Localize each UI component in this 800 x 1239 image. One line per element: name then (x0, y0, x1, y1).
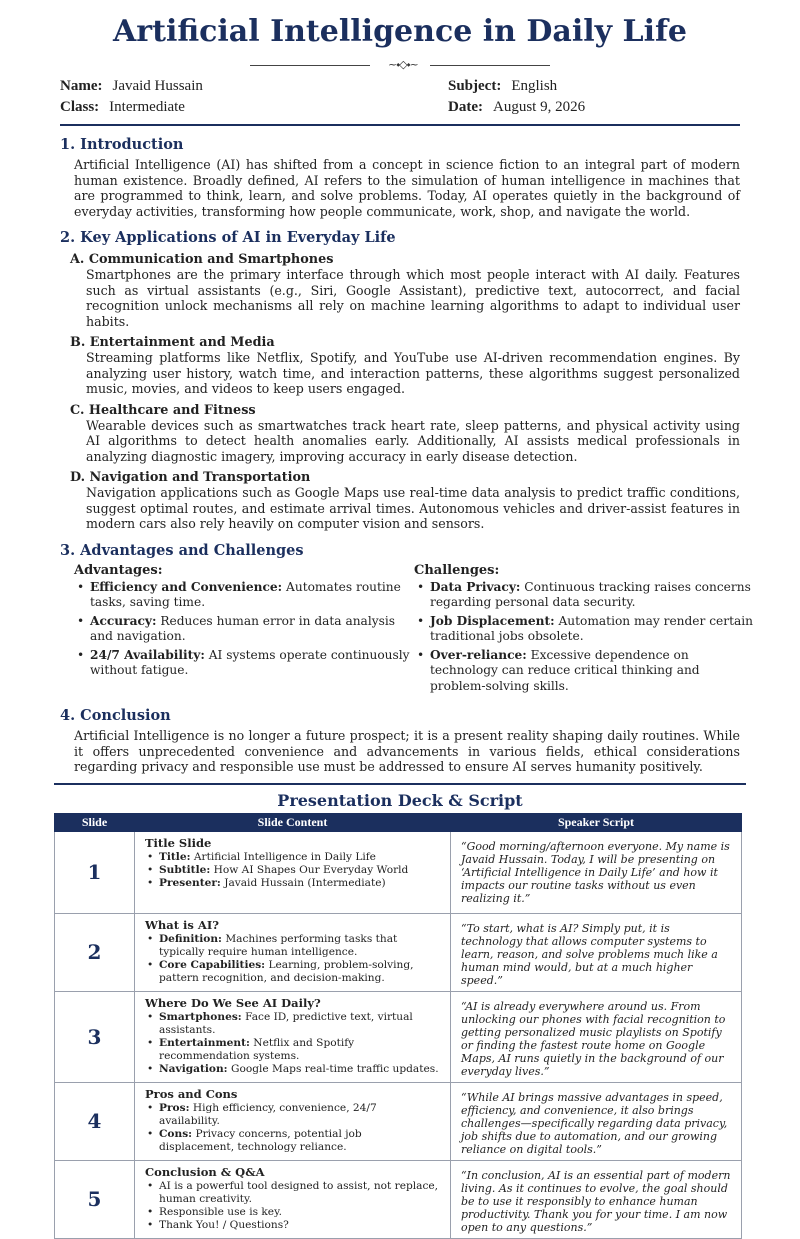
slide-bullet: • Cons: Privacy concerns, potential job displacement, technology reliance. (145, 1128, 440, 1154)
subsection (70, 403, 740, 465)
meta-info (60, 78, 740, 116)
advantages-column (74, 563, 414, 698)
section-heading-advantages: 3. Advantages and Challenges (60, 541, 304, 559)
subsection (70, 335, 740, 397)
column-header-slide: Slide (55, 813, 135, 831)
speaker-script: “While AI brings massive advantages in speed, efficiency, and convenience, it also brings challenges—specifically regarding data privacy, job shifts due to automation, and our growing reliance on digital tools.” (451, 1082, 742, 1160)
table-row (55, 1082, 742, 1160)
subsection (70, 470, 740, 532)
slide-bullet: • Navigation: Google Maps real-time traffic updates. (145, 1063, 440, 1076)
slide-bullet: • Definition: Machines performing tasks that typically require human intelligence. (145, 933, 440, 959)
document-title: Artificial Intelligence in Daily Life (113, 14, 687, 49)
date-label: Date: (448, 99, 483, 115)
slide-title: Pros and Cons (145, 1086, 238, 1101)
table-row (55, 831, 742, 913)
subsection-text: Smartphones are the primary interface through which most people interact with AI daily. Features such as virtual assistants (e.g., Siri, Google Assistant), predictive text, autocorrect, and facial recognition unlock mechanisms all rely on machine learning algorithms to adapt to individual user habits. (86, 267, 740, 329)
advantages-label: Advantages: (74, 562, 163, 578)
deck-divider (54, 783, 746, 785)
subsection-heading: D. Navigation and Transportation (70, 470, 311, 485)
class-label: Class: (60, 99, 100, 115)
name-value: Javaid Hussain (112, 78, 203, 94)
slide-number: 1 (55, 831, 135, 913)
table-row (55, 913, 742, 991)
subsection-text: Wearable devices such as smartwatches track heart rate, sleep patterns, and physical activity using AI algorithms to detect health anomalies early. Additionally, AI assists medical professionals in analyzing diagnostic imagery, improving accuracy in early disease detection. (86, 417, 740, 464)
title-ornament (250, 56, 550, 76)
slide-number: 2 (55, 913, 135, 991)
presentation-table (54, 813, 742, 1239)
table-row (55, 991, 742, 1082)
slide-content (135, 1160, 451, 1238)
slide-title: Title Slide (145, 835, 212, 850)
slide-number: 4 (55, 1082, 135, 1160)
subject-value: English (511, 78, 558, 94)
slide-bullet: • Subtitle: How AI Shapes Our Everyday World (145, 864, 440, 877)
table-row (55, 1160, 742, 1238)
subsection-text: Streaming platforms like Netflix, Spotify, and YouTube use AI-driven recommendation engines. By analyzing user history, watch time, and interaction patterns, these algorithms suggest personalized music, movies, and videos to keep users engaged. (86, 350, 740, 396)
slide-bullet: • Presenter: Javaid Hussain (Intermediate) (145, 877, 440, 890)
list-item: • Efficiency and Convenience: Automates routine tasks, saving time. (74, 580, 414, 611)
slide-content (135, 991, 451, 1082)
slide-content (135, 831, 451, 913)
list-item: • Accuracy: Reduces human error in data analysis and navigation. (74, 614, 414, 645)
column-header-content: Slide Content (135, 813, 451, 831)
speaker-script: “AI is already everywhere around us. From unlocking our phones with facial recognition to getting personalized music playlists on Spotify or finding the fastest route home on Google Maps, AI runs quietly in the background of our everyday lives.” (451, 991, 742, 1082)
name-label: Name: (60, 78, 103, 94)
slide-bullet: • Entertainment: Netflix and Spotify recommendation systems. (145, 1037, 440, 1063)
slide-bullet: • Core Capabilities: Learning, problem-solving, pattern recognition, and decision-making. (145, 959, 440, 985)
slide-bullet: • Thank You! / Questions? (145, 1219, 440, 1232)
slide-bullet: • AI is a powerful tool designed to assist, not replace, human creativity. (145, 1180, 440, 1206)
introduction-text: Artificial Intelligence (AI) has shifted from a concept in science fiction to an integral part of modern human existence. Broadly defined, AI refers to the simulation of human intelligence in machines that are programmed to think, learn, and solve problems. Today, AI operates quietly in the background of everyday activities, transforming how people communicate, work, shop, and navigate the world. (74, 157, 740, 219)
slide-bullet: • Smartphones: Face ID, predictive text, virtual assistants. (145, 1011, 440, 1037)
slide-title: Where Do We See AI Daily? (145, 995, 321, 1010)
list-item: • Over-reliance: Excessive dependence on technology can reduce critical thinking and problem-solving skills. (414, 648, 754, 695)
advantages-challenges (74, 562, 753, 698)
speaker-script: “To start, what is AI? Simply put, it is technology that allows computer systems to learn, reason, and solve problems much like a human mind would, but at a much higher speed.” (451, 913, 742, 991)
section-heading-introduction: 1. Introduction (60, 136, 184, 153)
subsection-heading: A. Communication and Smartphones (70, 252, 334, 267)
conclusion-text: Artificial Intelligence is no longer a future prospect; it is a present reality shaping daily routines. While it offers unprecedented convenience and advancements in various fields, ethical considerations regarding privacy and responsible use must be addressed to ensure AI serves humanity positively. (74, 728, 740, 774)
slide-content (135, 913, 451, 991)
header-divider (60, 124, 740, 126)
subsection (70, 252, 740, 329)
deck-title: Presentation Deck & Script (277, 790, 523, 810)
slide-bullet: • Pros: High efficiency, convenience, 24/7 availability. (145, 1102, 440, 1128)
slide-bullet: • Title: Artificial Intelligence in Daily Life (145, 851, 440, 864)
slide-title: What is AI? (145, 917, 219, 932)
section-heading-applications: 2. Key Applications of AI in Everyday Life (60, 229, 396, 246)
section-heading-conclusion: 4. Conclusion (60, 707, 171, 724)
slide-title: Conclusion & Q&A (145, 1164, 265, 1179)
class-value: Intermediate (109, 99, 185, 115)
slide-bullet: • Responsible use is key. (145, 1206, 440, 1219)
challenges-label: Challenges: (414, 562, 500, 578)
speaker-script: “Good morning/afternoon everyone. My name is Javaid Hussain. Today, I will be presenting on ‘Artificial Intelligence in Daily Life’ and how it impacts our routine tasks without us even realizing it.” (451, 831, 742, 913)
date-value: August 9, 2026 (492, 99, 586, 115)
speaker-script: “In conclusion, AI is an essential part of modern living. As it continues to evolve, the goal should be to use it responsibly to enhance human productivity. Thank you for your time. I am now open to any questions.” (451, 1160, 742, 1238)
column-header-script: Speaker Script (451, 813, 742, 831)
list-item: • 24/7 Availability: AI systems operate continuously without fatigue. (74, 648, 414, 679)
subsection-heading: B. Entertainment and Media (70, 335, 275, 350)
list-item: • Job Displacement: Automation may render certain traditional jobs obsolete. (414, 614, 754, 645)
slide-number: 3 (55, 991, 135, 1082)
subject-label: Subject: (448, 78, 502, 94)
challenges-column (414, 563, 754, 698)
list-item: • Data Privacy: Continuous tracking raises concerns regarding personal data security. (414, 580, 754, 611)
subsection-heading: C. Healthcare and Fitness (70, 402, 256, 418)
slide-number: 5 (55, 1160, 135, 1238)
subsection-text: Navigation applications such as Google Maps use real-time data analysis to predict traffic conditions, suggest optimal routes, and estimate arrival times. Autonomous vehicles and driver-assist features in modern cars also rely heavily on computer vision and sensors. (86, 485, 740, 531)
ornament-icon: ~⬩◇⬩~ (388, 58, 418, 71)
slide-content (135, 1082, 451, 1160)
